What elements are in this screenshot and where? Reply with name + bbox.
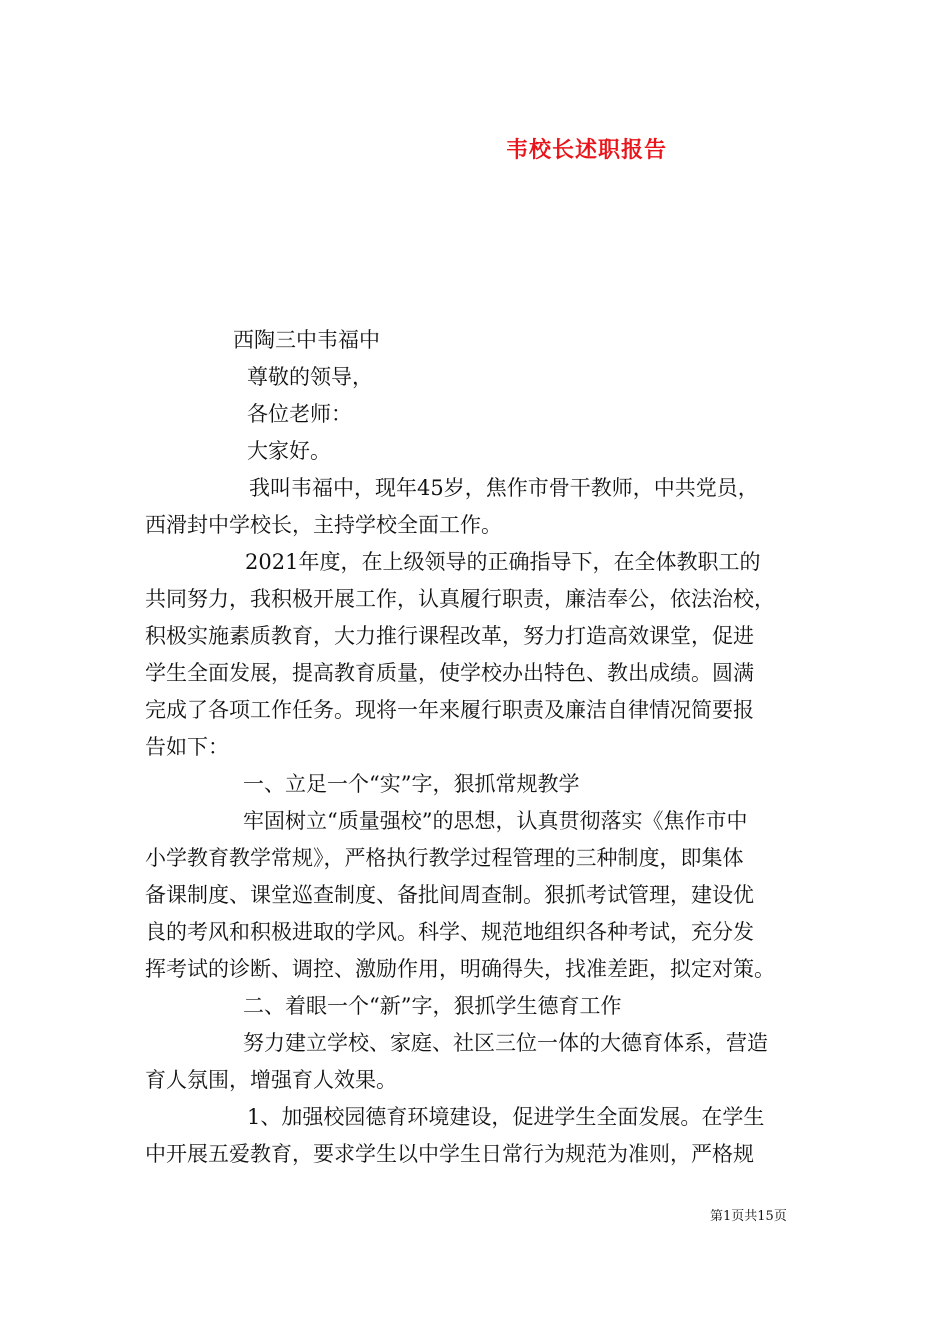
greeting-leaders: 尊敬的领导， [247,365,373,389]
paragraph-line: 中开展五爱教育，要求学生以中学生日常行为规范为准则，严格规 [145,1142,754,1166]
section-heading-2: 二、着眼一个“新”字，狠抓学生德育工作 [243,994,622,1018]
document-title: 韦校长述职报告 [506,137,668,163]
paragraph-line: 1、加强校园德育环境建设，促进学生全面发展。在学生 [247,1105,765,1129]
paragraph-line: 共同努力，我积极开展工作，认真履行职责，廉洁奉公，依法治校， [145,587,775,611]
paragraph-line: 牢固树立“质量强校”的思想，认真贯彻落实《焦作市中 [243,809,748,833]
paragraph-line: 2021年度，在上级领导的正确指导下，在全体教职工的 [245,550,761,574]
paragraph-line: 良的考风和积极进取的学风。科学、规范地组织各种考试，充分发 [145,920,754,944]
greeting-teachers: 各位老师： [247,402,352,426]
author-line: 西陶三中韦福中 [233,328,380,352]
paragraph-line: 我叫韦福中，现年45岁，焦作市骨干教师，中共党员， [249,476,759,500]
paragraph-line: 完成了各项工作任务。现将一年来履行职责及廉洁自律情况简要报 [145,698,754,722]
paragraph-line: 育人氛围，增强育人效果。 [145,1068,397,1092]
paragraph-line: 小学教育教学常规》，严格执行教学过程管理的三种制度，即集体 [145,846,744,870]
paragraph-line: 备课制度、课堂巡查制度、备批间周查制。狠抓考试管理，建设优 [145,883,754,907]
paragraph-line: 告如下： [145,735,229,759]
page-number: 第1页共15页 [710,1209,787,1224]
paragraph-line: 挥考试的诊断、调控、激励作用，明确得失，找准差距，拟定对策。 [145,957,775,981]
paragraph-line: 积极实施素质教育，大力推行课程改革，努力打造高效课堂，促进 [145,624,754,648]
section-heading-1: 一、立足一个“实”字，狠抓常规教学 [243,772,580,796]
paragraph-line: 西滑封中学校长，主持学校全面工作。 [145,513,502,537]
paragraph-line: 学生全面发展，提高教育质量，使学校办出特色、教出成绩。圆满 [145,661,754,685]
document-body [145,322,805,1173]
greeting-hello: 大家好。 [247,439,331,463]
paragraph-line: 努力建立学校、家庭、社区三位一体的大德育体系，营造 [243,1031,768,1055]
